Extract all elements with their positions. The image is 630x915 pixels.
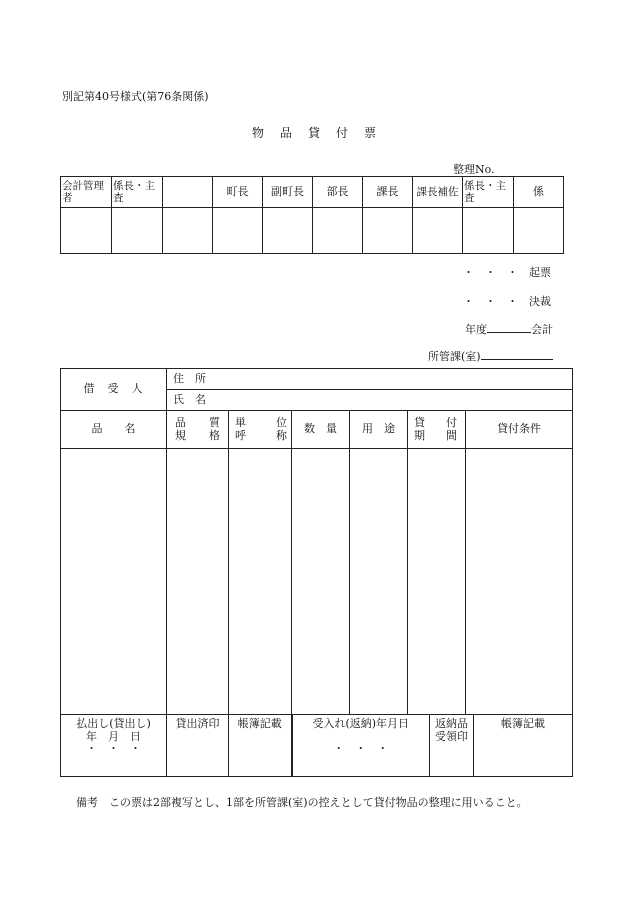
stamp-cell[interactable] (463, 208, 514, 254)
henno-label-1: 返納品 (435, 717, 468, 730)
col-hinshitsu (167, 411, 229, 449)
kessai-label: 決裁 (529, 295, 551, 308)
text: 単 (235, 415, 246, 429)
kihyo-date (463, 264, 551, 280)
kessai-date (463, 293, 551, 309)
kihyo-label: 起票 (529, 266, 551, 279)
kashidashizumi-cell[interactable]: 貸出済印 (167, 715, 229, 777)
haraidashi-cell[interactable] (61, 715, 167, 777)
ukeire-cell[interactable] (292, 715, 430, 777)
item-table (60, 368, 573, 715)
chobo-kisai-cell-2[interactable]: 帳簿記載 (474, 715, 573, 777)
seiri-label: 整理No. (453, 163, 495, 176)
approval-header (163, 177, 213, 208)
approval-header: 課長 (363, 177, 413, 208)
stamp-cell[interactable] (213, 208, 263, 254)
text: 間 (446, 428, 457, 442)
item-cell[interactable] (408, 449, 466, 715)
haraidashi-date-label: 年 月 日 (86, 729, 141, 743)
approval-header: 会計管理者 (61, 177, 112, 208)
item-cell[interactable] (61, 449, 167, 715)
shokan-label: 所管課(室) (428, 350, 481, 363)
approval-header: 部長 (313, 177, 363, 208)
approval-header: 副町長 (263, 177, 313, 208)
address-field[interactable] (167, 369, 573, 390)
henno-label-2: 受領印 (435, 729, 468, 743)
form-reference: 別記第40号様式(第76条関係) (62, 90, 209, 103)
text: 質 (209, 415, 220, 429)
approval-header: 係長・主査 (463, 177, 514, 208)
shokan-ka (428, 348, 553, 364)
col-kashitsuke (408, 411, 466, 449)
approval-header: 課長補佐 (413, 177, 463, 208)
nendo-kaikei (465, 321, 553, 337)
kihyo-dots: ・ ・ ・ (463, 266, 518, 279)
stamp-cell[interactable] (514, 208, 564, 254)
col-joken: 貸付条件 (466, 411, 573, 449)
stamp-cell[interactable] (61, 208, 112, 254)
stamp-cell[interactable] (413, 208, 463, 254)
col-yoto: 用 途 (350, 411, 408, 449)
ukeire-label: 受入れ(返納)年月日 (312, 717, 410, 730)
address-label: 住 所 (173, 371, 206, 385)
henno-cell[interactable] (430, 715, 474, 777)
approval-header: 係 (514, 177, 564, 208)
page-title: 物 品 貸 付 票 (251, 126, 378, 140)
text: 付 (446, 415, 457, 429)
text: 貸 (414, 415, 425, 429)
kessai-dots: ・ ・ ・ (463, 295, 518, 308)
item-cell[interactable] (229, 449, 292, 715)
item-cell[interactable] (292, 449, 350, 715)
stamp-cell[interactable] (163, 208, 213, 254)
nendo-label: 年度 (465, 323, 487, 336)
ukeire-dots: ・ ・ ・ (333, 741, 389, 755)
col-suryo: 数 量 (292, 411, 350, 449)
text: 期 (414, 428, 425, 442)
text: 呼 (235, 428, 246, 442)
item-cell[interactable] (167, 449, 229, 715)
text: 規 (175, 428, 186, 442)
kaikei-label: 会計 (531, 323, 553, 336)
text: 称 (276, 428, 287, 442)
text: 格 (209, 428, 220, 442)
haraidashi-label: 払出し(貸出し) (76, 717, 151, 730)
footer-table (60, 714, 573, 777)
stamp-cell[interactable] (112, 208, 163, 254)
biko-note: 備考 この票は2部複写とし、1部を所管課(室)の控えとして貸付物品の整理に用いること。 (76, 796, 528, 809)
chobo-kisai-cell-1[interactable]: 帳簿記載 (229, 715, 292, 777)
item-cell[interactable] (350, 449, 408, 715)
approval-table (60, 176, 564, 254)
stamp-cell[interactable] (313, 208, 363, 254)
stamp-cell[interactable] (263, 208, 313, 254)
item-cell[interactable] (466, 449, 573, 715)
name-field[interactable] (167, 390, 573, 411)
approval-header: 町長 (213, 177, 263, 208)
col-hinmei: 品 名 (61, 411, 167, 449)
seiri-number (453, 161, 549, 177)
approval-header: 係長・主査 (112, 177, 163, 208)
haraidashi-dots: ・ ・ ・ (86, 742, 141, 756)
text: 品 (175, 415, 186, 429)
col-tani (229, 411, 292, 449)
borrower-label: 借 受 人 (61, 369, 167, 411)
text: 位 (276, 415, 287, 429)
name-label: 氏 名 (173, 392, 206, 406)
stamp-cell[interactable] (363, 208, 413, 254)
